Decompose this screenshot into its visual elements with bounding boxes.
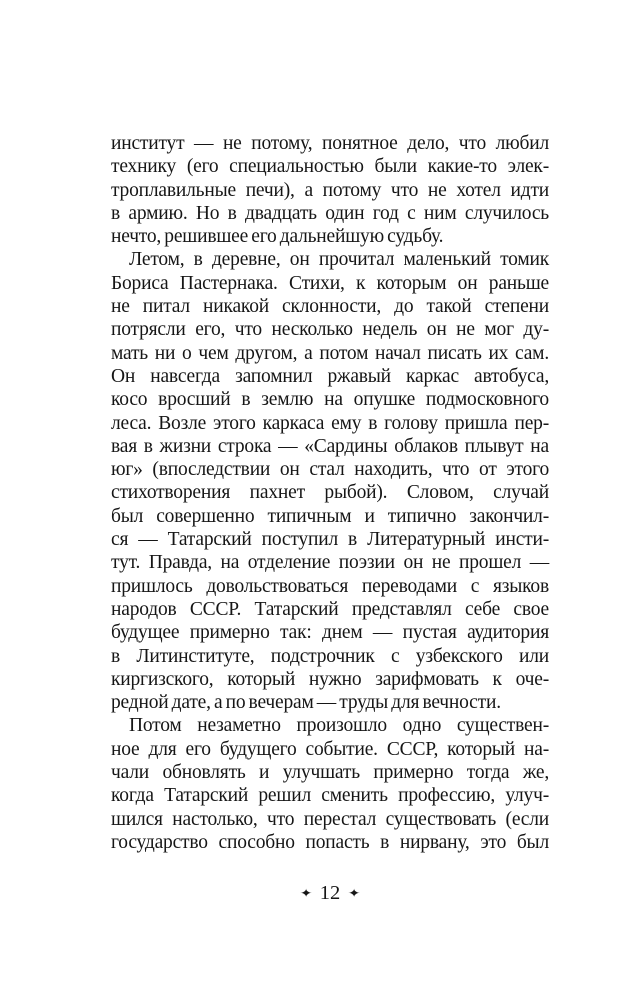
text-line: в армию. Но в двадцать один год с ним случилось [111, 202, 549, 224]
text-line: Он навсегда запомнил ржавый каркас автобуса, [111, 365, 549, 387]
text-line: будущее примерно так: днем — пустая аудитория [111, 622, 549, 644]
text-line: косо вросший в землю на опушке подмосковного [111, 389, 549, 411]
text-line: был совершенно типичным и типично закончил- [111, 505, 549, 527]
text-line: в Литинституте, подстрочник с узбекского или [111, 645, 549, 667]
text-line: киргизского, который нужно зарифмовать к оче- [111, 668, 549, 690]
page-number: 12 [319, 882, 341, 904]
text-line: тут. Правда, на отделение поэзии он не прошел — [111, 552, 549, 574]
text-line: леса. Возле этого каркаса ему в голову пришла пер- [111, 412, 549, 434]
text-line: шился настолько, что перестал существовать (если [111, 808, 549, 830]
text-line: Летом, в деревне, он прочитал маленький томик [129, 249, 549, 271]
text-line: государство способно попасть в нирвану, это был [111, 831, 549, 853]
text-line: народов СССР. Татарский представлял себе свое [111, 598, 549, 620]
text-line: чали обновлять и улучшать примерно тогда же, [111, 762, 549, 784]
text-line: юг» (впоследствии он стал находить, что от этого [111, 459, 549, 481]
text-line: Потом незаметно произошло одно существен- [129, 715, 549, 737]
paragraph [111, 248, 549, 714]
paragraph [111, 714, 549, 854]
paragraph [111, 132, 549, 248]
text-line: стихотворения пахнет рыбой). Словом, случай [111, 482, 549, 504]
text-line: Бориса Пастернака. Стихи, к которым он раньше [111, 272, 549, 294]
page-footer [111, 882, 549, 904]
text-line: пришлось довольствоваться переводами с языков [111, 575, 549, 597]
text-line: технику (его специальностью были какие-то элек- [111, 156, 549, 178]
right-star-ornament-icon: ✦ [347, 886, 361, 900]
text-block [111, 132, 549, 854]
text-line: мать ни о чем другом, а потом начал писать их сам. [111, 342, 549, 364]
text-line: потрясли его, что несколько недель он не мог ду- [111, 319, 549, 341]
text-line: ся — Татарский поступил в Литературный инсти- [111, 529, 549, 551]
text-line: вая в жизни строка — «Сардины облаков плывут на [111, 435, 549, 457]
text-line: нечто, решившее его дальнейшую судьбу. [111, 226, 444, 248]
text-line: ное для его будущего событие. СССР, который на- [111, 738, 549, 760]
text-line: институт — не потому, понятное дело, что любил [111, 133, 549, 154]
left-star-ornament-icon: ✦ [299, 886, 313, 900]
text-line: троплавильные печи), а потому что не хотел идти [111, 179, 549, 201]
text-line: когда Татарский решил сменить профессию, улуч- [111, 785, 549, 807]
text-line: редной дате, а по вечерам — труды для вечности. [111, 692, 501, 714]
text-line: не питал никакой склонности, до такой степени [111, 296, 549, 318]
